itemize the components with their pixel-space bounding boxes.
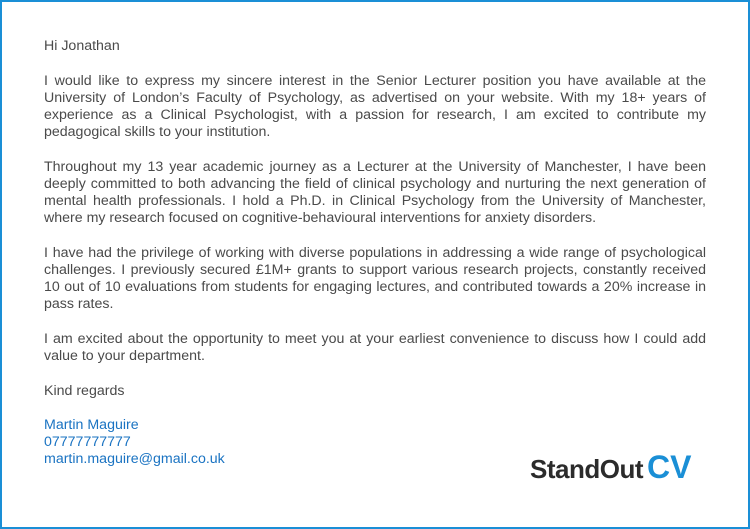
signature-name: Martin Maguire <box>44 417 139 433</box>
standout-cv-logo <box>530 449 691 486</box>
signature-phone: 07777777777 <box>44 434 131 450</box>
cover-letter <box>44 38 706 468</box>
logo-cv: CV <box>647 449 692 485</box>
paragraph-achievements: I have had the privilege of working with diverse populations in addressing a wide range of psychological challenges. I previously secured £1M+ grants to support various research projects, constantly received 10 out of 10 evaluations from students for engaging lectures, and contributed towards a 20% increase in pass rates. <box>44 245 706 312</box>
greeting: Hi Jonathan <box>44 38 120 54</box>
paragraph-closing-request: I am excited about the opportunity to meet you at your earliest convenience to discuss how I could add value to your department. <box>44 331 706 364</box>
paragraph-interest: I would like to express my sincere interest in the Senior Lecturer position you have available at the University of London’s Faculty of Psychology, as advertised on your website. With my 18+ years of experience as a Clinical Psychologist, with a passion for research, I am excited to contribute my pedagogical skills to your institution. <box>44 73 706 140</box>
paragraph-experience: Throughout my 13 year academic journey as a Lecturer at the University of Manchester, I have been deeply committed to both advancing the field of clinical psychology and nurturing the next generation of mental health professionals. I hold a Ph.D. in Clinical Psychology from the University of Manchester, where my research focused on cognitive-behavioural interventions for anxiety disorders. <box>44 159 706 226</box>
signature-email: martin.maguire@gmail.co.uk <box>44 451 225 467</box>
sign-off: Kind regards <box>44 383 125 399</box>
logo-word: StandOut <box>530 454 643 484</box>
